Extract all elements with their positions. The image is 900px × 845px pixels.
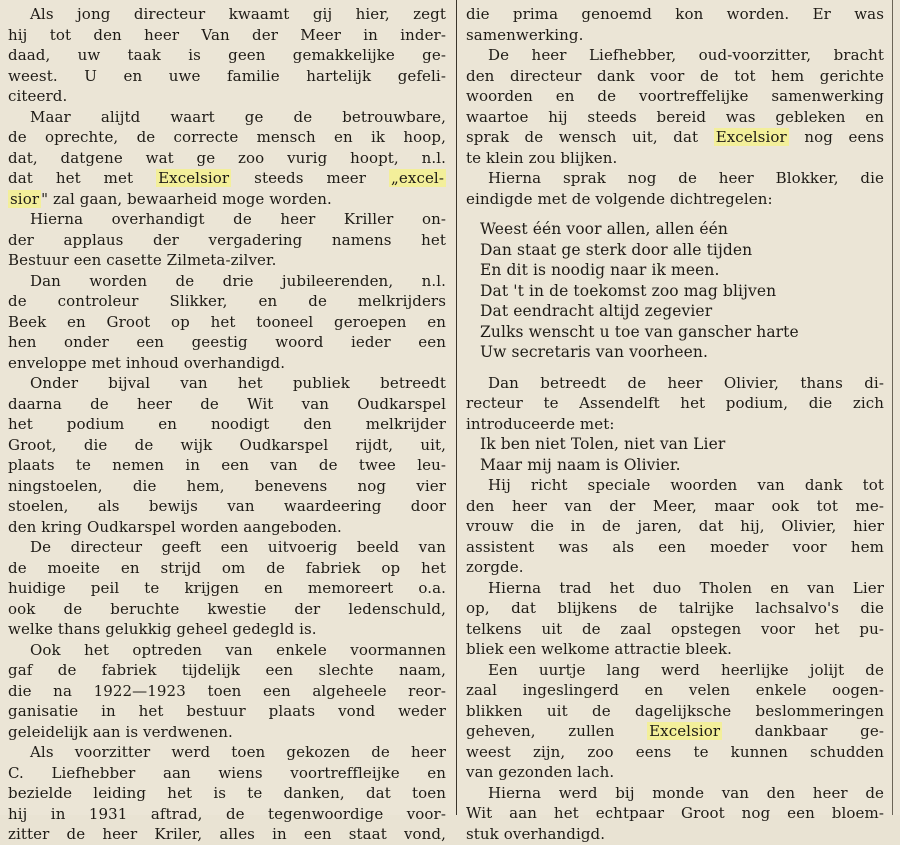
text-line xyxy=(8,189,446,210)
text-line: te klein zou blijken. xyxy=(466,148,618,167)
text-line: Bestuur een casette Zilmeta-zilver. xyxy=(8,251,277,269)
right-column xyxy=(466,4,884,844)
text-line: Beek en Groot op het tooneel geroepen en xyxy=(8,312,446,331)
poem-line: Dan staat ge sterk door alle tijden xyxy=(480,240,753,259)
poem-line: Maar mij naam is Olivier. xyxy=(480,455,681,474)
stanza-gap xyxy=(466,209,884,219)
text-line: gaf de fabriek tijdelijk een slechte naam, xyxy=(8,661,446,679)
text-line: Een uurtje lang werd heerlijke jolijt de xyxy=(488,660,884,679)
text-segment: dankbaar ge- xyxy=(722,722,884,740)
text-line: citeerd. xyxy=(8,87,68,105)
text-line: Wit aan het echtpaar Groot nog een bloem- xyxy=(466,804,884,822)
text-line: Onder bijval van het publiek betreedt xyxy=(30,374,446,392)
text-line: die prima genoemd kon worden. Er was xyxy=(466,5,884,23)
text-line: Ook het optreden van enkele voormannen xyxy=(30,640,446,659)
text-line: Hierna overhandigt de heer Kriller on- xyxy=(30,210,446,228)
text-line: welke thans gelukkig geheel gedegld is. xyxy=(8,620,317,638)
text-line: Als jong directeur kwaamt gij hier, zegt xyxy=(30,5,446,23)
text-line: De heer Liefhebber, oud-voorzitter, bracht xyxy=(488,46,884,64)
text-line: hen onder een geestig woord ieder een xyxy=(8,333,446,351)
text-line: De directeur geeft een uitvoerig beeld van xyxy=(30,538,446,556)
text-line: zorgde. xyxy=(466,558,524,576)
poem-line: Zulks wenscht u toe van ganscher harte xyxy=(480,322,799,341)
text-line: zaal ingeslingerd en velen enkele oogen- xyxy=(466,681,884,699)
text-line: zitter de heer Kriler, alles in een staat vond, xyxy=(8,825,446,843)
text-line xyxy=(466,721,884,742)
stanza-gap xyxy=(466,363,884,373)
text-segment: " zal gaan, bewaarheid moge worden. xyxy=(41,189,332,208)
text-line: de moeite en strijd om de fabriek op het xyxy=(8,558,446,577)
text-line: Hij richt speciale woorden van dank tot xyxy=(488,476,884,494)
text-line: ganisatie in het bestuur plaats vond weder xyxy=(8,702,446,720)
text-line: den directeur dank voor de tot hem gerichte xyxy=(466,66,884,85)
text-line: waartoe hij steeds bereid was gebleken en xyxy=(466,107,884,126)
text-line: de oprechte, de correcte mensch en ik hoop, xyxy=(8,128,446,146)
text-line: weest. U en uwe familie hartelijk gefeli- xyxy=(8,66,446,85)
text-line xyxy=(466,127,884,148)
text-line: Hierna trad het duo Tholen en van Lier xyxy=(488,578,884,597)
poem-line: Uw secretaris van voorheen. xyxy=(480,343,709,361)
text-line: Dan betreedt de heer Olivier, thans di- xyxy=(488,373,884,392)
text-segment: geheven, zullen xyxy=(466,722,648,740)
text-segment: sprak de wensch uit, dat xyxy=(466,128,714,146)
text-line: hij in 1931 aftrad, de tegenwoordige voor- xyxy=(8,804,446,823)
poem-line: Weest één voor allen, allen één xyxy=(480,220,728,238)
text-line: blikken uit de dagelijksche beslommeringen xyxy=(466,701,884,720)
text-line: van gezonden lach. xyxy=(466,763,615,781)
highlighted-term: Excelsior xyxy=(715,128,787,146)
left-column xyxy=(8,4,446,845)
text-segment: steeds meer xyxy=(231,169,390,187)
text-line: bliek een welkome attractie bleek. xyxy=(466,640,733,658)
highlighted-term: Excelsior xyxy=(649,722,721,740)
text-line: Hierna werd bij monde van den heer de xyxy=(488,783,884,802)
text-line: Groot, die de wijk Oudkarspel rijdt, uit, xyxy=(8,435,446,454)
page-edge xyxy=(892,0,893,815)
text-line: vrouw die in de jaren, dat hij, Olivier, hier xyxy=(466,517,884,535)
text-line: ook de beruchte kwestie der ledenschuld, xyxy=(8,599,446,618)
text-segment: dat het met xyxy=(8,169,157,187)
text-line: huidige peil te krijgen en memoreert o.a. xyxy=(8,579,446,597)
text-line: eindigde met de volgende dichtregelen: xyxy=(466,189,773,208)
poem-line: Dat 't in de toekomst zoo mag blijven xyxy=(480,281,777,300)
text-line: Hierna sprak nog de heer Blokker, die xyxy=(488,169,884,187)
text-line: enveloppe met inhoud overhandigd. xyxy=(8,353,286,372)
text-line: daad, uw taak is geen gemakkelijke ge- xyxy=(8,46,446,64)
column-divider xyxy=(456,0,457,815)
text-line: hij tot den heer Van der Meer in inder- xyxy=(8,25,446,44)
poem-line: En dit is noodig naar ik meen. xyxy=(480,261,720,279)
text-line: recteur te Assendelft het podium, die zich xyxy=(466,394,884,412)
text-line: ningstoelen, die hem, benevens nog vier xyxy=(8,476,446,495)
text-line: plaats te nemen in een van de twee leu- xyxy=(8,456,446,474)
text-line: telkens uit de zaal opstegen voor het pu- xyxy=(466,619,884,638)
text-line: geleidelijk aan is verdwenen. xyxy=(8,722,233,741)
text-line: introduceerde met: xyxy=(466,414,615,433)
highlighted-term: sior xyxy=(10,189,40,208)
text-line: op, dat blijkens de talrijke lachsalvo's die xyxy=(466,599,884,617)
text-line: de controleur Slikker, en de melkrijders xyxy=(8,292,446,310)
highlighted-term: Excelsior xyxy=(158,169,230,187)
text-line: daarna de heer de Wit van Oudkarspel xyxy=(8,394,446,413)
text-line: stuk overhandigd. xyxy=(466,824,606,843)
text-line xyxy=(8,168,446,189)
text-line: Dan worden de drie jubileerenden, n.l. xyxy=(30,271,446,290)
text-line: C. Liefhebber aan wiens voortreffleijke en xyxy=(8,763,446,782)
text-line: bezielde leiding het is te danken, dat toen xyxy=(8,784,446,802)
text-line: het podium en noodigt den melkrijder xyxy=(8,415,446,433)
text-line: Maar alijtd waart ge de betrouwbare, xyxy=(30,107,446,126)
poem-line: Dat eendracht altijd zegevier xyxy=(480,302,713,320)
text-line: woorden en de voortreffelijke samenwerking xyxy=(466,87,884,105)
text-line: Als voorzitter werd toen gekozen de heer xyxy=(30,743,446,761)
text-line: assistent was als een moeder voor hem xyxy=(466,537,884,556)
text-line: die na 1922—1923 toen een algeheele reor- xyxy=(8,681,446,700)
text-line: den kring Oudkarspel worden aangeboden. xyxy=(8,517,342,536)
highlighted-term: „excel- xyxy=(391,169,444,187)
text-line: weest zijn, zoo eens te kunnen schudden xyxy=(466,742,884,761)
text-line: samenwerking. xyxy=(466,25,584,44)
text-line: stoelen, als bewijs van waardeering door xyxy=(8,497,446,515)
text-line: den heer van der Meer, maar ook tot me- xyxy=(466,496,884,515)
text-segment: nog eens xyxy=(788,128,884,146)
text-line: der applaus der vergadering namens het xyxy=(8,230,446,249)
text-line: dat, datgene wat ge zoo vurig hoopt, n.l. xyxy=(8,148,446,167)
poem-line: Ik ben niet Tolen, niet van Lier xyxy=(480,435,726,453)
